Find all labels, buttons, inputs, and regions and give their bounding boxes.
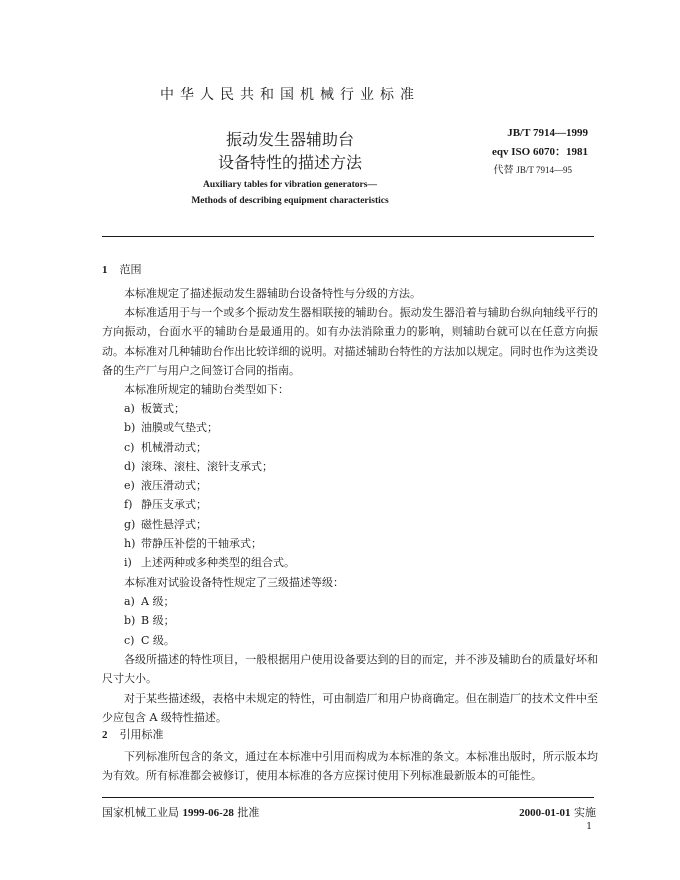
list-item: g) 磁性悬浮式；	[124, 517, 207, 531]
section1-paragraph-1: 本标准规定了描述振动发生器辅助台设备特性与分级的方法。	[124, 287, 421, 300]
section-title: 引用标准	[119, 728, 164, 741]
approve-date: 1999-06-28	[182, 807, 234, 819]
list-item: e) 液压滑动式；	[124, 479, 207, 493]
replaces-label: 代替	[493, 165, 514, 176]
header-divider	[102, 236, 594, 237]
list-item: f) 静压支承式；	[124, 498, 207, 512]
section-title: 范围	[119, 263, 142, 276]
approve-label: 批准	[237, 806, 260, 819]
section1-paragraph-4: 本标准所规定的辅助台类型如下：	[124, 383, 289, 396]
implementation-note	[519, 804, 596, 820]
section1-paragraph-7: 对于某些描述级，表格中未规定的特性，可由制造厂和用户协商确定。但在制造厂的技术文件中至少应包含 A 级特性描述。	[102, 692, 598, 725]
title-cn-line2: 设备特性的描述方法	[217, 153, 362, 172]
footer-divider	[102, 797, 594, 798]
level-list	[124, 592, 175, 650]
table-type-list	[124, 399, 295, 573]
approval-note	[102, 804, 259, 820]
section2-paragraph-1: 下列标准所包含的条文，通过在本标准中引用而构成为本标准的条文。本标准出版时，所示版本均为有效。所有标准都会被修订，使用本标准的各方应探讨使用下列标准最新版本的可能性。	[102, 750, 598, 783]
section1-paragraph-6: 各级所描述的特性项目，一般根据用户使用设备要达到的目的而定，并不涉及辅助台的质量好坏和尺寸大小。	[102, 653, 598, 686]
list-item: a) A 级；	[124, 595, 175, 608]
title-en-line1: Auxiliary tables for vibration generators—	[203, 180, 377, 190]
list-item: d) 滚珠、滚柱、滚针支承式；	[124, 459, 273, 473]
section-1-heading	[102, 261, 142, 277]
section1-paragraph-3: 本标准对几种辅助台作出比较详细的说明。对描述辅助台特性的方法加以规定。同时也作为这类设备的生产厂与用户之间签订合同的指南。	[102, 345, 598, 378]
list-item: c) C 级。	[124, 633, 175, 647]
list-item: b) 油膜或气垫式；	[124, 421, 218, 435]
replaces-note	[494, 161, 572, 176]
list-item: b) B 级；	[124, 614, 175, 628]
page-number: 1	[586, 822, 592, 832]
title-cn-line1: 振动发生器辅助台	[225, 130, 354, 149]
section-number: 1	[102, 264, 108, 276]
implementation-date: 2000-01-01	[519, 807, 571, 819]
list-item: i) 上述两种或多种类型的组合式。	[124, 556, 295, 570]
title-en-line2: Methods of describing equipment characteristics	[191, 196, 389, 206]
implementation-label: 实施	[574, 806, 596, 819]
standard-number: JB/T 7914—1999	[507, 127, 588, 139]
list-item: a) 板簧式；	[124, 402, 185, 415]
section-2-heading	[102, 726, 164, 742]
section1-paragraph-5: 本标准对试验设备特性规定了三级描述等级：	[124, 576, 344, 589]
replaces-standard: JB/T 7914—95	[516, 165, 572, 175]
list-item: h) 带静压补偿的干轴承式；	[124, 537, 262, 551]
section-number: 2	[102, 729, 108, 741]
section1-paragraph-2: 本标准适用于与一个或多个振动发生器相联接的辅助台。振动发生器沿着与辅助台纵向轴线平行的方向振动，台面水平的辅助台是最通用的。如有办法消除重力的影响，则辅助台就可以在任意方向振动。	[102, 306, 598, 358]
approver: 国家机械工业局	[102, 806, 179, 819]
issuing-body-header: 中华人民共和国机械行业标准	[160, 87, 420, 103]
equivalent-standard: eqv ISO 6070：1981	[492, 146, 588, 158]
list-item: c) 机械滑动式；	[124, 440, 207, 454]
